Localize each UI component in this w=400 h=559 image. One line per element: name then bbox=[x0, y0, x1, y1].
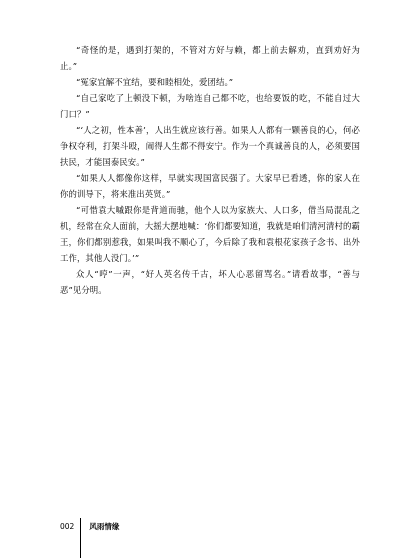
paragraph: “‘人之初，性本善’，人出生就应该行善。如果人人都有一颗善良的心，何必争权夺利，打架斗殴，闹得人生都不得安宁。作为一个真诚善良的人，必须要国扶民，才能国泰民安。” bbox=[60, 125, 360, 167]
footer-divider bbox=[80, 518, 81, 558]
page-footer bbox=[60, 518, 119, 534]
paragraph: “奇怪的是，遇到打架的，不管对方好与赖，都上前去解劝，直到劝好为止。” bbox=[60, 45, 360, 71]
paragraph: “如果人人都像你这样，早就实现国富民强了。大家早已看透，你的家人在你的训导下，将来准出英贤。” bbox=[60, 173, 360, 199]
running-title: 风雨情缘 bbox=[89, 521, 120, 531]
page-number: 002 bbox=[60, 521, 75, 531]
paragraph: “冤家宜解不宜结，要和睦相处，爱团结。” bbox=[76, 77, 234, 87]
paragraph: “可惜袁大嘁跟你是背道而驰，他个人以为家族大、人口多，借当局混乱之机，经常在众人面前，大摇大摆地喊：‘你们都要知道，我就是咱们清河清村的霸王，你们都别惹我，如果叫我不顺心了，今后除了我和袁根花家孩子念书、出外工作，其他人没门。’” bbox=[60, 205, 360, 263]
paragraph: “自己家吃了上顿没下顿，为啥连自己都不吃，也给要饭的吃，不能自过大门口？” bbox=[60, 93, 360, 119]
paragraph: 众人“哼”一声，“好人英名传千古，坏人心恶留骂名。”请看故事，“善与恶”见分明。 bbox=[60, 269, 360, 295]
body-text bbox=[60, 42, 360, 298]
